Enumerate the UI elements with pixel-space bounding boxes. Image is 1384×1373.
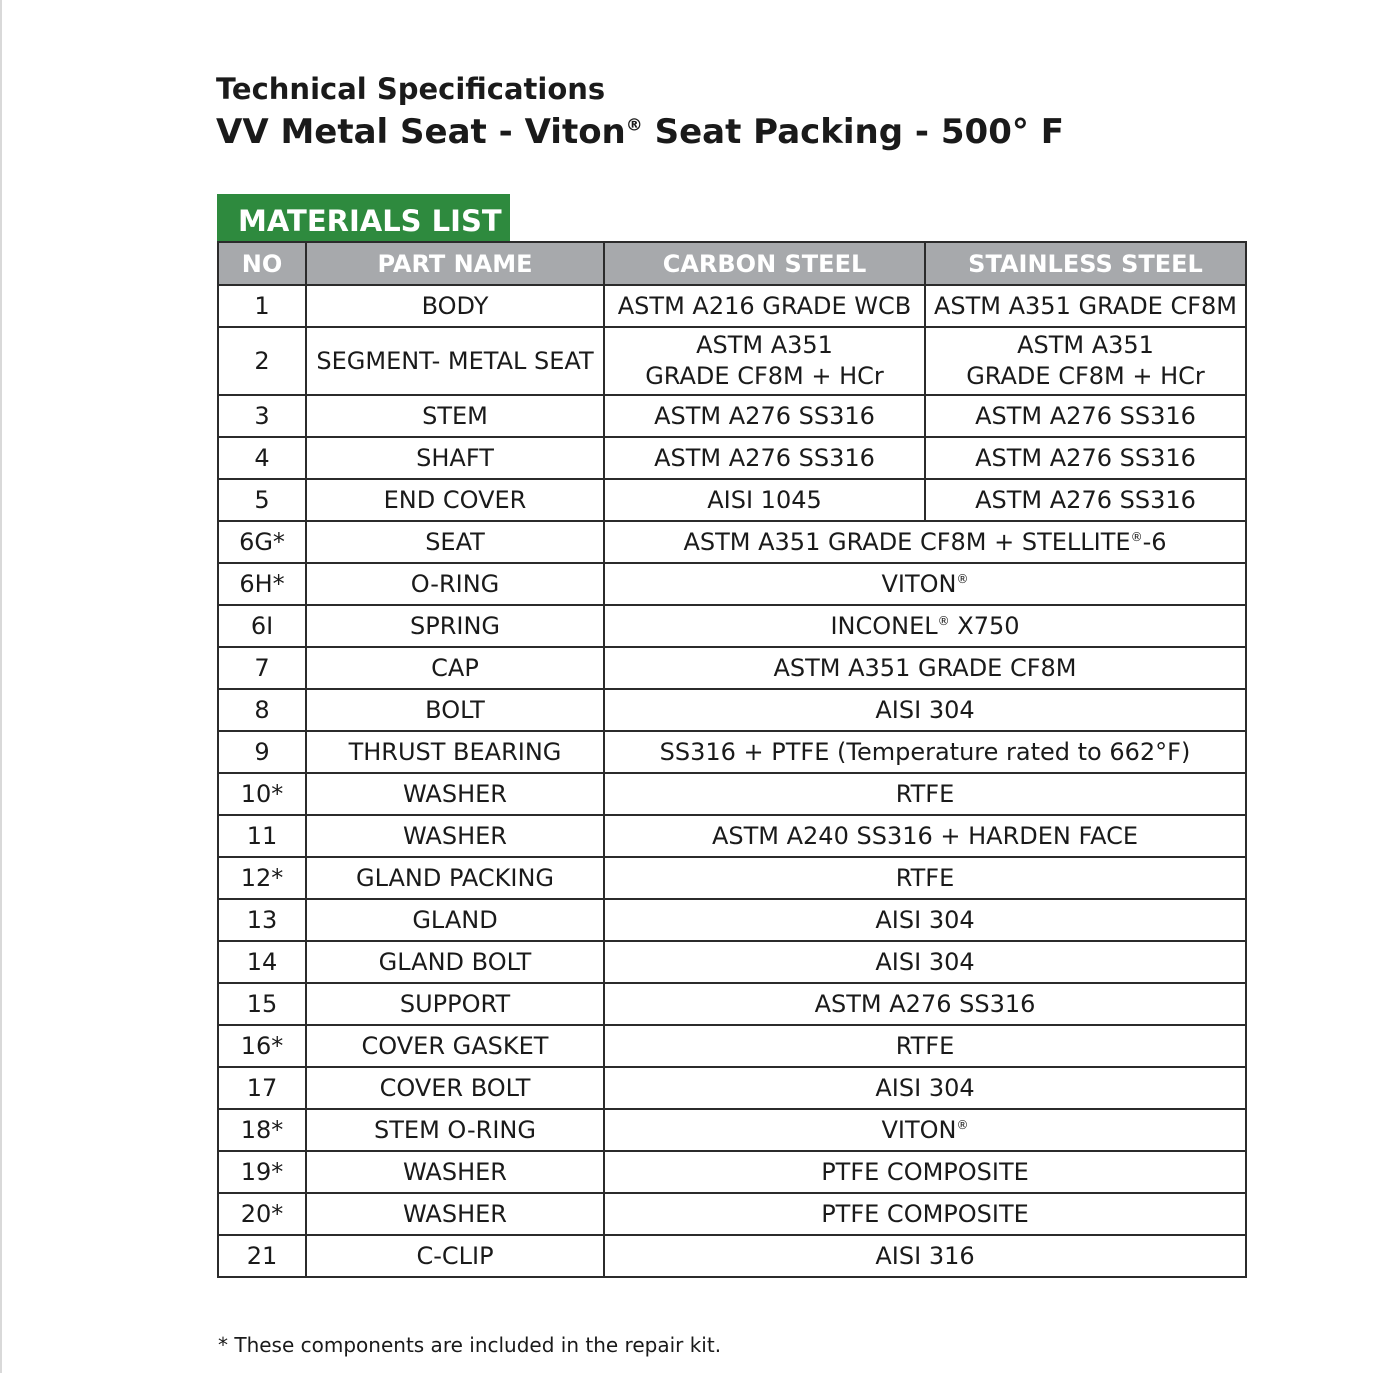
cell-part-name: COVER BOLT	[306, 1067, 604, 1109]
table-row	[218, 647, 1246, 689]
cell-part-name: C-CLIP	[306, 1235, 604, 1277]
cell-part-name: BOLT	[306, 689, 604, 731]
cell-line: GRADE CF8M + HCr	[966, 362, 1205, 390]
cell-no: 2	[218, 327, 306, 395]
table-row	[218, 1235, 1246, 1277]
cell-carbon-steel	[604, 327, 925, 395]
cell-material: AISI 304	[604, 899, 1246, 941]
table-row	[218, 521, 1246, 563]
cell-part-name: COVER GASKET	[306, 1025, 604, 1067]
cell-part-name: THRUST BEARING	[306, 731, 604, 773]
cell-no: 20*	[218, 1193, 306, 1235]
cell-stainless-steel: ASTM A276 SS316	[925, 479, 1246, 521]
cell-no: 10*	[218, 773, 306, 815]
cell-material: PTFE COMPOSITE	[604, 1193, 1246, 1235]
cell-stainless-steel: ASTM A276 SS316	[925, 395, 1246, 437]
cell-no: 4	[218, 437, 306, 479]
table-row	[218, 285, 1246, 327]
cell-part-name: END COVER	[306, 479, 604, 521]
cell-material: ASTM A276 SS316	[604, 983, 1246, 1025]
cell-material: PTFE COMPOSITE	[604, 1151, 1246, 1193]
materials-table	[217, 241, 1247, 1278]
cell-no: 11	[218, 815, 306, 857]
cell-no: 5	[218, 479, 306, 521]
materials-list-label: MATERIALS LIST	[217, 194, 510, 242]
cell-material: AISI 316	[604, 1235, 1246, 1277]
cell-no: 18*	[218, 1109, 306, 1151]
cell-no: 14	[218, 941, 306, 983]
cell-part-name: BODY	[306, 285, 604, 327]
cell-no: 16*	[218, 1025, 306, 1067]
cell-no: 6I	[218, 605, 306, 647]
cell-material: VITON®	[604, 563, 1246, 605]
column-header-no: NO	[218, 242, 306, 285]
cell-no: 9	[218, 731, 306, 773]
document-title: VV Metal Seat - Viton® Seat Packing - 500° F	[216, 112, 1064, 152]
cell-part-name: SEGMENT- METAL SEAT	[306, 327, 604, 395]
cell-part-name: STEM	[306, 395, 604, 437]
table-row	[218, 731, 1246, 773]
cell-no: 17	[218, 1067, 306, 1109]
cell-carbon-steel: AISI 1045	[604, 479, 925, 521]
table-row	[218, 1025, 1246, 1067]
cell-part-name: GLAND PACKING	[306, 857, 604, 899]
table-row	[218, 983, 1246, 1025]
table-row	[218, 479, 1246, 521]
cell-material: RTFE	[604, 773, 1246, 815]
cell-material: AISI 304	[604, 1067, 1246, 1109]
cell-material: SS316 + PTFE (Temperature rated to 662°F)	[604, 731, 1246, 773]
table-row	[218, 563, 1246, 605]
cell-carbon-steel: ASTM A276 SS316	[604, 395, 925, 437]
table-row	[218, 1109, 1246, 1151]
cell-no: 1	[218, 285, 306, 327]
cell-no: 8	[218, 689, 306, 731]
column-header-stainless-steel: STAINLESS STEEL	[925, 242, 1246, 285]
cell-no: 13	[218, 899, 306, 941]
cell-part-name: WASHER	[306, 1151, 604, 1193]
cell-part-name: WASHER	[306, 815, 604, 857]
cell-part-name: SUPPORT	[306, 983, 604, 1025]
cell-carbon-steel: ASTM A216 GRADE WCB	[604, 285, 925, 327]
table-row	[218, 605, 1246, 647]
cell-part-name: GLAND BOLT	[306, 941, 604, 983]
repair-kit-footnote: * These components are included in the repair kit.	[218, 1333, 722, 1357]
cell-part-name: SEAT	[306, 521, 604, 563]
cell-part-name: O-RING	[306, 563, 604, 605]
table-row	[218, 1193, 1246, 1235]
cell-stainless-steel: ASTM A351 GRADE CF8M	[925, 285, 1246, 327]
cell-part-name: SHAFT	[306, 437, 604, 479]
table-row	[218, 327, 1246, 395]
cell-part-name: CAP	[306, 647, 604, 689]
table-row	[218, 1151, 1246, 1193]
cell-stainless-steel	[925, 327, 1246, 395]
table-row	[218, 941, 1246, 983]
cell-line: ASTM A351	[1017, 331, 1154, 359]
cell-line: ASTM A351	[696, 331, 833, 359]
table-header-row	[218, 242, 1246, 285]
cell-material: ASTM A240 SS316 + HARDEN FACE	[604, 815, 1246, 857]
table-row	[218, 815, 1246, 857]
column-header-carbon-steel: CARBON STEEL	[604, 242, 925, 285]
cell-no: 7	[218, 647, 306, 689]
cell-part-name: WASHER	[306, 773, 604, 815]
cell-part-name: STEM O-RING	[306, 1109, 604, 1151]
cell-no: 6G*	[218, 521, 306, 563]
cell-no: 3	[218, 395, 306, 437]
cell-line: GRADE CF8M + HCr	[645, 362, 884, 390]
cell-no: 19*	[218, 1151, 306, 1193]
page-edge-divider	[0, 0, 2, 1373]
cell-no: 12*	[218, 857, 306, 899]
cell-no: 15	[218, 983, 306, 1025]
cell-material: ASTM A351 GRADE CF8M	[604, 647, 1246, 689]
table-row	[218, 899, 1246, 941]
cell-material: RTFE	[604, 1025, 1246, 1067]
table-row	[218, 1067, 1246, 1109]
table-row	[218, 689, 1246, 731]
cell-material: INCONEL® X750	[604, 605, 1246, 647]
cell-no: 6H*	[218, 563, 306, 605]
table-row	[218, 395, 1246, 437]
header	[216, 70, 1064, 156]
cell-material: RTFE	[604, 857, 1246, 899]
cell-material: AISI 304	[604, 941, 1246, 983]
document-subtitle: Technical Specifications	[216, 72, 606, 106]
cell-part-name: GLAND	[306, 899, 604, 941]
table-row	[218, 437, 1246, 479]
cell-part-name: WASHER	[306, 1193, 604, 1235]
cell-part-name: SPRING	[306, 605, 604, 647]
column-header-part-name: PART NAME	[306, 242, 604, 285]
cell-material: VITON®	[604, 1109, 1246, 1151]
cell-no: 21	[218, 1235, 306, 1277]
table-row	[218, 857, 1246, 899]
cell-carbon-steel: ASTM A276 SS316	[604, 437, 925, 479]
cell-material: AISI 304	[604, 689, 1246, 731]
table-row	[218, 773, 1246, 815]
cell-stainless-steel: ASTM A276 SS316	[925, 437, 1246, 479]
cell-material: ASTM A351 GRADE CF8M + STELLITE®-6	[604, 521, 1246, 563]
